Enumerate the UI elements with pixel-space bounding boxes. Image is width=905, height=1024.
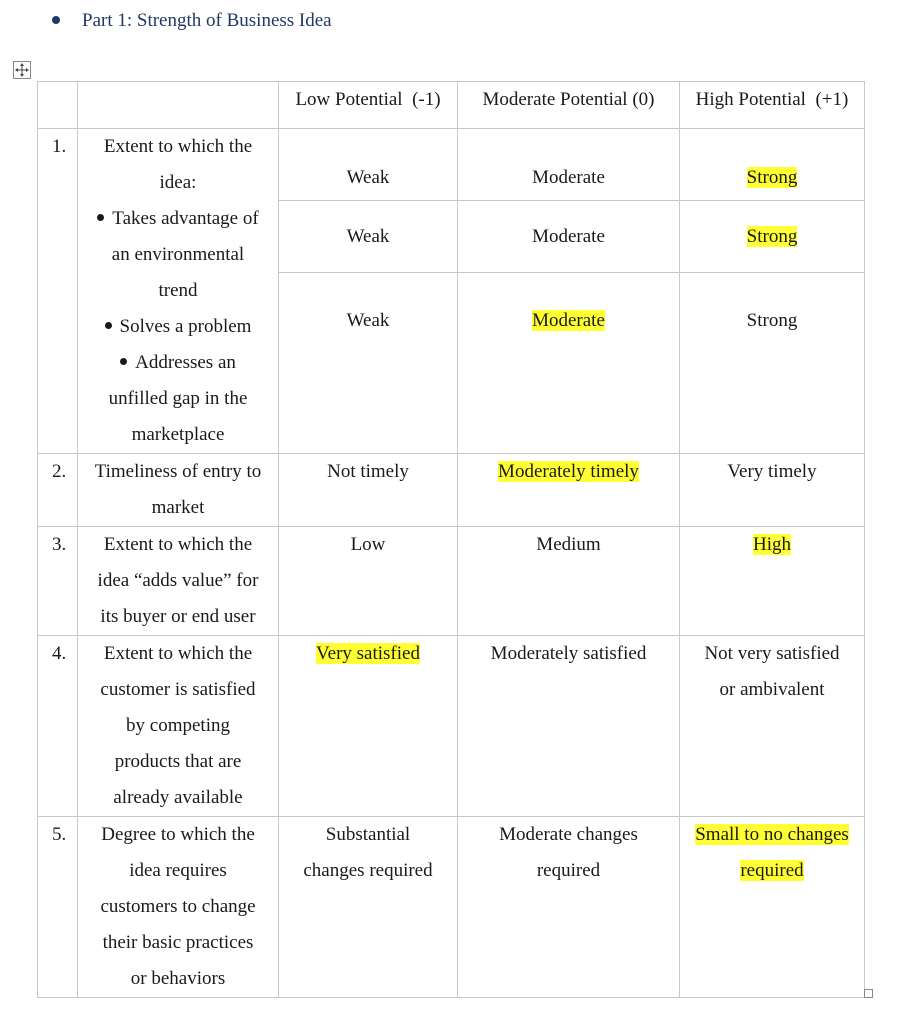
row-number: 3. <box>38 527 78 636</box>
criterion-line: an environmental <box>111 244 245 265</box>
criterion-line: their basic practices <box>102 932 254 953</box>
criterion-line: trend <box>158 280 198 301</box>
cell-moderate: Moderately satisfied <box>458 636 680 817</box>
cell-high: Very timely <box>680 454 865 527</box>
criterion-line: idea requires <box>129 860 227 881</box>
criterion-line: idea: <box>159 172 197 193</box>
cell-high: Not very satisfied or ambivalent <box>680 636 865 817</box>
scoring-table <box>37 81 865 998</box>
criterion-cell <box>78 129 279 454</box>
header-high: High Potential (+1) <box>680 82 865 129</box>
criterion-line: Timeliness of entry to <box>94 461 262 482</box>
cell-moderate: Medium <box>458 527 680 636</box>
criterion-line: idea “adds value” for <box>97 570 259 591</box>
cell-low: Low <box>279 527 458 636</box>
section-heading <box>52 10 332 32</box>
table-row <box>38 129 865 201</box>
criterion-bullet: Addresses an <box>82 345 274 381</box>
table-row <box>38 527 865 636</box>
cell-low: Substantial changes required <box>279 817 458 998</box>
table-row <box>38 454 865 527</box>
heading-text: Part 1: Strength of Business Idea <box>82 10 332 31</box>
criterion-line: Degree to which the <box>101 824 255 845</box>
cell-moderate: Moderate <box>458 273 680 454</box>
cell-low: Not timely <box>279 454 458 527</box>
table-resize-handle[interactable] <box>864 989 873 998</box>
cell-high: High <box>680 527 865 636</box>
criterion-line: or behaviors <box>130 968 226 989</box>
criterion-line: customers to change <box>100 896 256 917</box>
criterion-cell <box>78 454 279 527</box>
criterion-line: market <box>151 497 205 518</box>
cell-moderate: Moderate <box>458 129 680 201</box>
table-row <box>38 636 865 817</box>
table-move-handle-icon[interactable] <box>13 61 31 79</box>
cell-moderate: Moderately timely <box>458 454 680 527</box>
row-number: 4. <box>38 636 78 817</box>
table-row <box>38 817 865 998</box>
criterion-cell <box>78 636 279 817</box>
criterion-line: Extent to which the <box>103 643 253 664</box>
criterion-line: already available <box>113 787 243 808</box>
criterion-bullet: Takes advantage of <box>82 201 274 237</box>
header-criteria-cell <box>78 82 279 129</box>
criterion-line: products that are <box>114 751 242 772</box>
bullet-dot <box>52 16 60 24</box>
cell-low: Weak <box>279 273 458 454</box>
row-number: 1. <box>38 129 78 454</box>
cell-moderate: Moderate changes required <box>458 817 680 998</box>
criterion-cell <box>78 817 279 998</box>
header-low: Low Potential (-1) <box>279 82 458 129</box>
criterion-line: unfilled gap in the <box>108 388 248 409</box>
cell-low: Weak <box>279 129 458 201</box>
bullet-dot <box>120 358 127 365</box>
criterion-bullet: Solves a problem <box>82 309 274 345</box>
cell-high: Strong <box>680 201 865 273</box>
criterion-line: marketplace <box>131 424 225 445</box>
cell-low: Very satisfied <box>279 636 458 817</box>
header-moderate: Moderate Potential (0) <box>458 82 680 129</box>
cell-moderate: Moderate <box>458 201 680 273</box>
cell-low: Weak <box>279 201 458 273</box>
criterion-line: customer is satisfied <box>100 679 256 700</box>
bullet-dot <box>97 214 104 221</box>
cell-high: Small to no changes required <box>680 817 865 998</box>
criterion-line: by competing <box>126 715 230 736</box>
header-num-cell <box>38 82 78 129</box>
criterion-line: Extent to which the <box>103 534 253 555</box>
criterion-line: Extent to which the <box>103 136 253 157</box>
bullet-dot <box>105 322 112 329</box>
row-number: 5. <box>38 817 78 998</box>
row-number: 2. <box>38 454 78 527</box>
criterion-cell <box>78 527 279 636</box>
header-row <box>38 82 865 129</box>
criterion-line: its buyer or end user <box>100 606 256 627</box>
cell-high: Strong <box>680 273 865 454</box>
cell-high: Strong <box>680 129 865 201</box>
